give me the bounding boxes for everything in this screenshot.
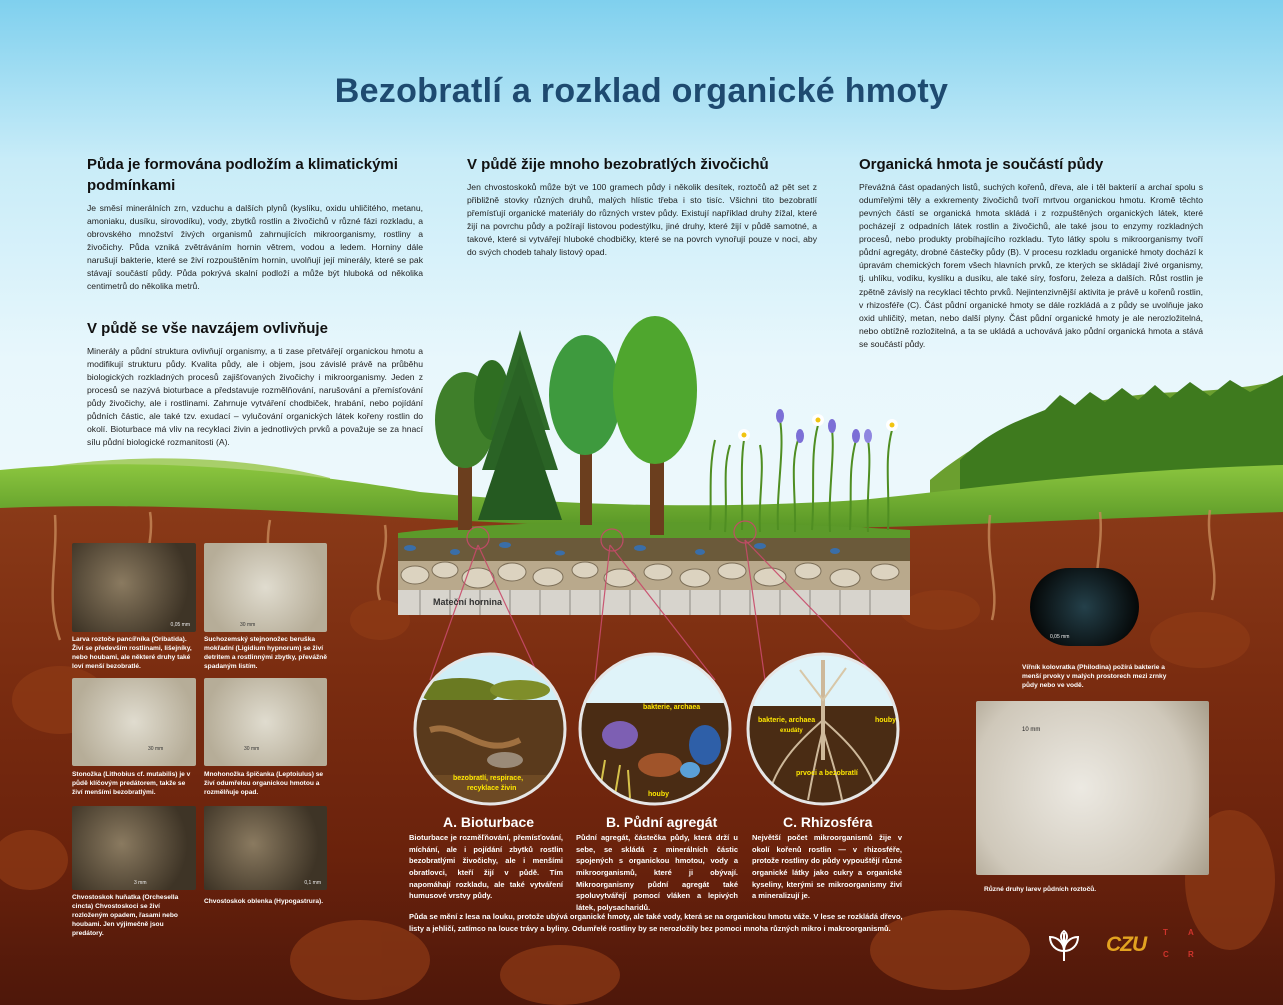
footer-text: Půda se mění z lesa na louku, protože ubývá organické hmoty, ale také vody, která se na organickou hmotu váže. V lese se rozkládá dřevo, listy a jehličí, zatímco na louce trávy a byliny. Odumřelé rostliny by se nerozložily bez pomoci mnoha různých mikro i makroorganismů. (409, 912, 903, 933)
scale-label: 30 mm (240, 622, 256, 628)
leaf-logo-icon (1046, 929, 1082, 963)
photo-ligidium (204, 543, 327, 632)
caption-ligidium: Suchozemský stejnonožec beruška mokřadní (Ligidium hypnorum) se živí detritem a rostlinnými zbytky, převážně spadaným listím. (204, 636, 327, 670)
scale-label: 30 mm (148, 746, 164, 752)
tacr-letter: A (1188, 928, 1194, 937)
photo-orchesella (72, 806, 196, 890)
section-b-text: Půdní agregát, částečka půdy, která drží u sebe, se skládá z minerálních částic spojených s organickou hmotou, vody a mikroorganismů, které ji obývají. Mikroorganismy půdní agregát také spoluvytvářejí pomocí vláken a lepivých látek, polysacharidů. (576, 833, 738, 912)
caption-philodina: Vířník kolovratka (Philodina) požírá bakterie a menší prvoky v malých prostorech mezi zrnky půdy nebo ve vodě. (1022, 664, 1167, 689)
photo-leptoiulus (204, 678, 327, 766)
photo-lithobius (72, 678, 196, 766)
section-a-title: A. Bioturbace (443, 814, 535, 830)
text-organic-matter: Převážná část opadaných listů, suchých kořenů, dřeva, ale i těl bakterií a archaí spolu s odumřelými těly a exkrementy živočichů tvoří mrtvou organickou hmotu. Kromě těchto pevných částí se organická hmota skládá i z rozpuštěných organických látek, které pocházejí z odpadních látek rostlin a živočichů, ale také jsou to enzymy rozkladných procesů, nebo produkty probíhajícího rozkladu. Tyto látky spolu s mikroorganismy tvoří půdní agregáty, drobné částečky půdy (B). V procesu rozkladu organické hmoty dochází k úpravám chemických forem všech hlavních prvků, ze kterých se skládají živé organismy, tj. uhlíku, vodíku, kyslíku a dusíku, ale také síry, fosforu, železa a dalších. Růst rostlin je zpětně závislý na recyklaci těchto prvků. Nejintenzivnější aktivita je právě u kořenů rostlin, v rhizosféře (C). Část půdní organické hmoty se dále rozkládá a z půdy se uvolňuje jako oxid uhličitý, metan, nebo další plyny. Část půdní organické hmoty je ale nerozložitelná, nebo obtížně rozložitelná, a ta se ukládá a uchovává jako půdní organická hmota a stává se součástí půdy. (859, 182, 1203, 349)
label-rhizo-exudates: exudáty (780, 728, 803, 734)
tacr-letter: C (1163, 950, 1169, 959)
label-bioturbation-1: bezobratlí, respirace, (453, 775, 524, 782)
caption-lithobius: Stonožka (Lithobius cf. mutabilis) je v půdě klíčovým predátorem, takže se živí menšími bezobratlými. (72, 771, 191, 796)
caption-leptoiulus: Mnohonožka špičanka (Leptoiulus) se živí odumřelou organickou hmotou a rozmělňuje opad. (204, 771, 324, 796)
scale-label: 0,1 mm (304, 880, 321, 886)
scale-label: 30 mm (244, 746, 260, 752)
text-soil-formation: Je směsí minerálních zrn, vzduchu a dalších plynů (kyslíku, oxidu uhličitého, metanu, amoniaku, dusíku, sirovodíku), vody, zbytků rostlin a živočichů v různé fázi rozkladu, a obrovského množství živých organismů zahrnujících mikroorganismy, rostliny a živočichy. Půda vzniká zvětráváním hornin větrem, vodou a ledem. Horniny dále narušují bakterie, které se živí rozpouštěním hornin, uvolňují její minerály, které se pak stávají součástí půdy. Půda pokrývá skalní podloží a může být hluboká od několika centimetrů do několika metrů. (87, 203, 423, 292)
heading-soil-formation: Půda je formována podložím a klimatickými podmínkami (87, 156, 398, 194)
photo-mite-larvae (976, 701, 1209, 875)
label-rhizo-bacteria: bakterie, archaea (758, 717, 816, 724)
caption-oribatida: Larva roztoče pancířníka (Oribatida). Živí se především rostlinami, lišejníky, nebo houbami, ale některé druhy také loví menší bezobratlé. (72, 636, 192, 670)
caption-hypogastrura: Chvostoskok oblenka (Hypogastrura). (204, 898, 324, 905)
czu-logo: CZU (1106, 933, 1147, 956)
label-rhizo-fungi: houby (875, 717, 896, 724)
photo-hypogastrura (204, 806, 327, 890)
scale-label: 10 mm (1022, 727, 1041, 733)
column-soil-formation (87, 154, 423, 293)
label-aggregate-bacteria: bakterie, archaea (643, 704, 701, 711)
tacr-letter: R (1188, 950, 1194, 959)
scale-label: 0,05 mm (170, 622, 190, 628)
section-a-text: Bioturbace je rozměľňování, přemísťování, míchání, ale i pojídání zbytků rostlin bezobratlými živočichy, ale i menšími obratlovci, kteří žijí v půdě. Tím napomáhají rozkladu, ale také vytváření humusové vrstvy půdy. (409, 833, 563, 901)
heading-invertebrates: V půdě žije mnoho bezobratlých živočichů (467, 156, 769, 173)
section-c-text: Největší počet mikroorganismů žije v okolí kořenů rostlin — v rhizosféře, protože rostliny do půdy vypouštějí různé organické látky jako cukry a organické kyseliny, kterými se mikroorganismy živí a mineralizují je. (752, 833, 902, 901)
text-invertebrates: Jen chvostoskoků může být ve 100 gramech půdy i několik desítek, roztočů až pět set z přibližně stovky různých druhů, malých hlístic třeba i sto tisíc. Všichni tito bezobratlí přemísťují organické materiály do různých vrstev půdy. Existují například druhy žížal, které žijí na povrchu půdy a požírají listovou podestýlku, jiné druhy, které žijí v půdě samotné, a takové, které si vytvářejí hluboké chodbičky, které se na povrch vynořují pouze v noci, aby do svých chodeb tahaly listový opad. (467, 182, 817, 258)
heading-interaction: V půdě se vše navzájem ovlivňuje (87, 320, 328, 337)
scale-label: 0,05 mm (1050, 634, 1070, 640)
photo-oribatida (72, 543, 196, 632)
column-invertebrates (467, 154, 817, 259)
text-interaction: Minerály a půdní struktura ovlivňují organismy, a ti zase přetvářejí organickou hmotu a modifikují strukturu půdy. Kvalita půdy, ale i objem, jsou závislé právě na průběhu biologických rozkladných procesů zajišťovaných živočichy i mikroorganismy. Jeden z procesů se nazývá bioturbace a představuje rozmělňování, narušování a přemísťování půdy živočichy, ale i rostlinami. Zahrnuje vytváření chodbiček, hrabání, nebo pojídání půdních částic, ale také tzv. exudací – vylučování organických látek kořeny rostlin do okolí. Bioturbace má vliv na recyklaci živin a jednotlivých prvků a považuje se za hnací sílu půdní biologické rozmanitosti (A). (87, 346, 423, 448)
column-interaction (87, 318, 423, 450)
scale-label: 3 mm (134, 880, 147, 886)
photo-philodina (1030, 568, 1139, 646)
flower-heads (738, 409, 898, 443)
section-b-title: B. Půdní agregát (606, 814, 718, 830)
label-rhizo-protozoa: prvoci a bezobratlí (796, 770, 858, 777)
caption-orchesella: Chvostoskok huňatka (Orchesella cincta) Chvostoskoci se živí rozloženým opadem, řasami nebo houbami. Jen výjimečně jsou predátory. (72, 894, 179, 937)
label-bioturbation-2: recyklace živin (467, 785, 517, 792)
heading-organic-matter: Organická hmota je součástí půdy (859, 156, 1104, 173)
caption-mite-larvae: Různé druhy larev půdních roztočů. (984, 886, 1097, 893)
tacr-letter: T (1163, 928, 1168, 937)
bedrock-label: Mateční hornina (433, 597, 503, 607)
page-title: Bezobratlí a rozklad organické hmoty (334, 72, 949, 110)
column-organic-matter (859, 154, 1203, 351)
section-c-title: C. Rhizosféra (783, 814, 873, 830)
label-aggregate-fungi: houby (648, 791, 669, 798)
